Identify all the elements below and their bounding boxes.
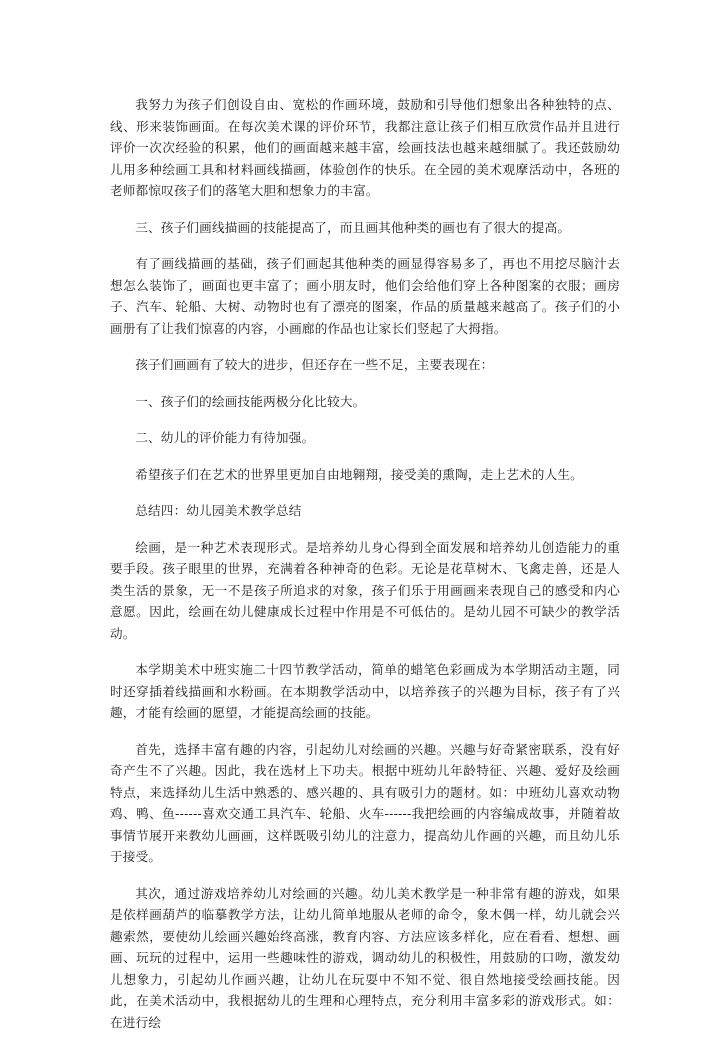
document-body (110, 94, 620, 1048)
paragraph-7: 希望孩子们在艺术的世界里更加自由地翱翔，接受美的熏陶，走上艺术的人生。 (135, 466, 583, 482)
section-heading: 总结四：幼儿园美术教学总结 (135, 503, 302, 518)
paragraph-4: 孩子们画画有了较大的进步，但还存在一些不足，主要表现在： (135, 357, 494, 372)
paragraph-2: 三、孩子们画线描画的技能提高了，而且画其他种类的画也有了很大的提高。 (135, 219, 571, 235)
paragraph-9: 绘画，是一种艺术表现形式。是培养幼儿身心得到全面发展和培养幼儿创造能力的重要手段。孩子眼里的世界，充满着各种神奇的色彩。无论是花草树木、飞禽走兽，还是人类生活的景象，无一不是孩子所追求的对象，孩子们乐于用画画来表现自己的感受和内心意愿。因此，绘画在幼儿健康成长过程中作用是不可低估的。是幼儿园不可缺少的教学活动。 (110, 539, 620, 641)
paragraph-1: 我努力为孩子们创设自由、宽松的作画环境，鼓励和引导他们想象出各种独特的点、线、形来装饰画面。在每次美术课的评价环节，我都注意让孩子们相互欣赏作品并且进行评价一次次经验的积累，他们的画面越来越丰富，绘画技法也越来越细腻了。我还鼓励幼儿用多种绘画工具和材料画线描画，体验创作的快乐。在全园的美术观摩活动中，各班的老师都惊叹孩子们的落笔大胆和想象力的丰富。 (110, 97, 620, 198)
paragraph-12: 其次，通过游戏培养幼儿对绘画的兴趣。幼儿美术教学是一种非常有趣的游戏，如果是依样画葫芦的临摹教学方法，让幼儿简单地服从老师的命令，象木偶一样，幼儿就会兴趣索然，要使幼儿绘画兴趣始终高涨，教育内容、方法应该多样化，应在看看、想想、画画、玩玩的过程中，运用一些趣味性的游戏，调动幼儿的积极性，用鼓励的口吻，激发幼儿想象力，引起幼儿作画兴趣，让幼儿在玩耍中不知不觉、很自然地接受绘画技能。因此，在美术活动中，我根据幼儿的生理和心理特点，充分利用丰富多彩的游戏形式。如：在进行绘 (110, 885, 620, 1030)
paragraph-5: 一、孩子们的绘画技能两极分化比较大。 (135, 393, 366, 409)
paragraph-3: 有了画线描画的基础，孩子们画起其他种类的画显得容易多了，再也不用挖尽脑汁去想怎么装饰了，画面也更丰富了；画小朋友时，他们会给他们穿上各种图案的衣服；画房子、汽车、轮船、大树、动物时也有了漂亮的图案，作品的质量越来越高了。孩子们的小画册有了让我们惊喜的内容，小画廊的作品也让家长们竖起了大拇指。 (110, 256, 620, 336)
paragraph-10: 本学期美术中班实施二十四节教学活动，简单的蜡笔色彩画成为本学期活动主题，同时还穿插着线描画和水粉画。在本期教学活动中，以培养孩子的兴趣为目标，孩子有了兴趣，才能有绘画的愿望，才能提高绘画的技能。 (110, 662, 620, 720)
paragraph-6: 二、幼儿的评价能力有待加强。 (135, 430, 315, 445)
paragraph-11: 首先，选择丰富有趣的内容，引起幼儿对绘画的兴趣。兴趣与好奇紧密联系，没有好奇产生不了兴趣。因此，我在选材上下功夫。根据中班幼儿年龄特征、兴趣、爱好及绘画特点，来选择幼儿生活中熟悉的、感兴趣的、具有吸引力的题材。如：中班幼儿喜欢动物鸡、鸭、鱼------喜欢交通工具汽车、轮船、火车------我把绘画的内容编成故事，并随着故事情节展开来教幼儿画画，这样既吸引幼儿的注意力，提高幼儿作画的兴趣，而且幼儿乐于接受。 (110, 741, 620, 864)
